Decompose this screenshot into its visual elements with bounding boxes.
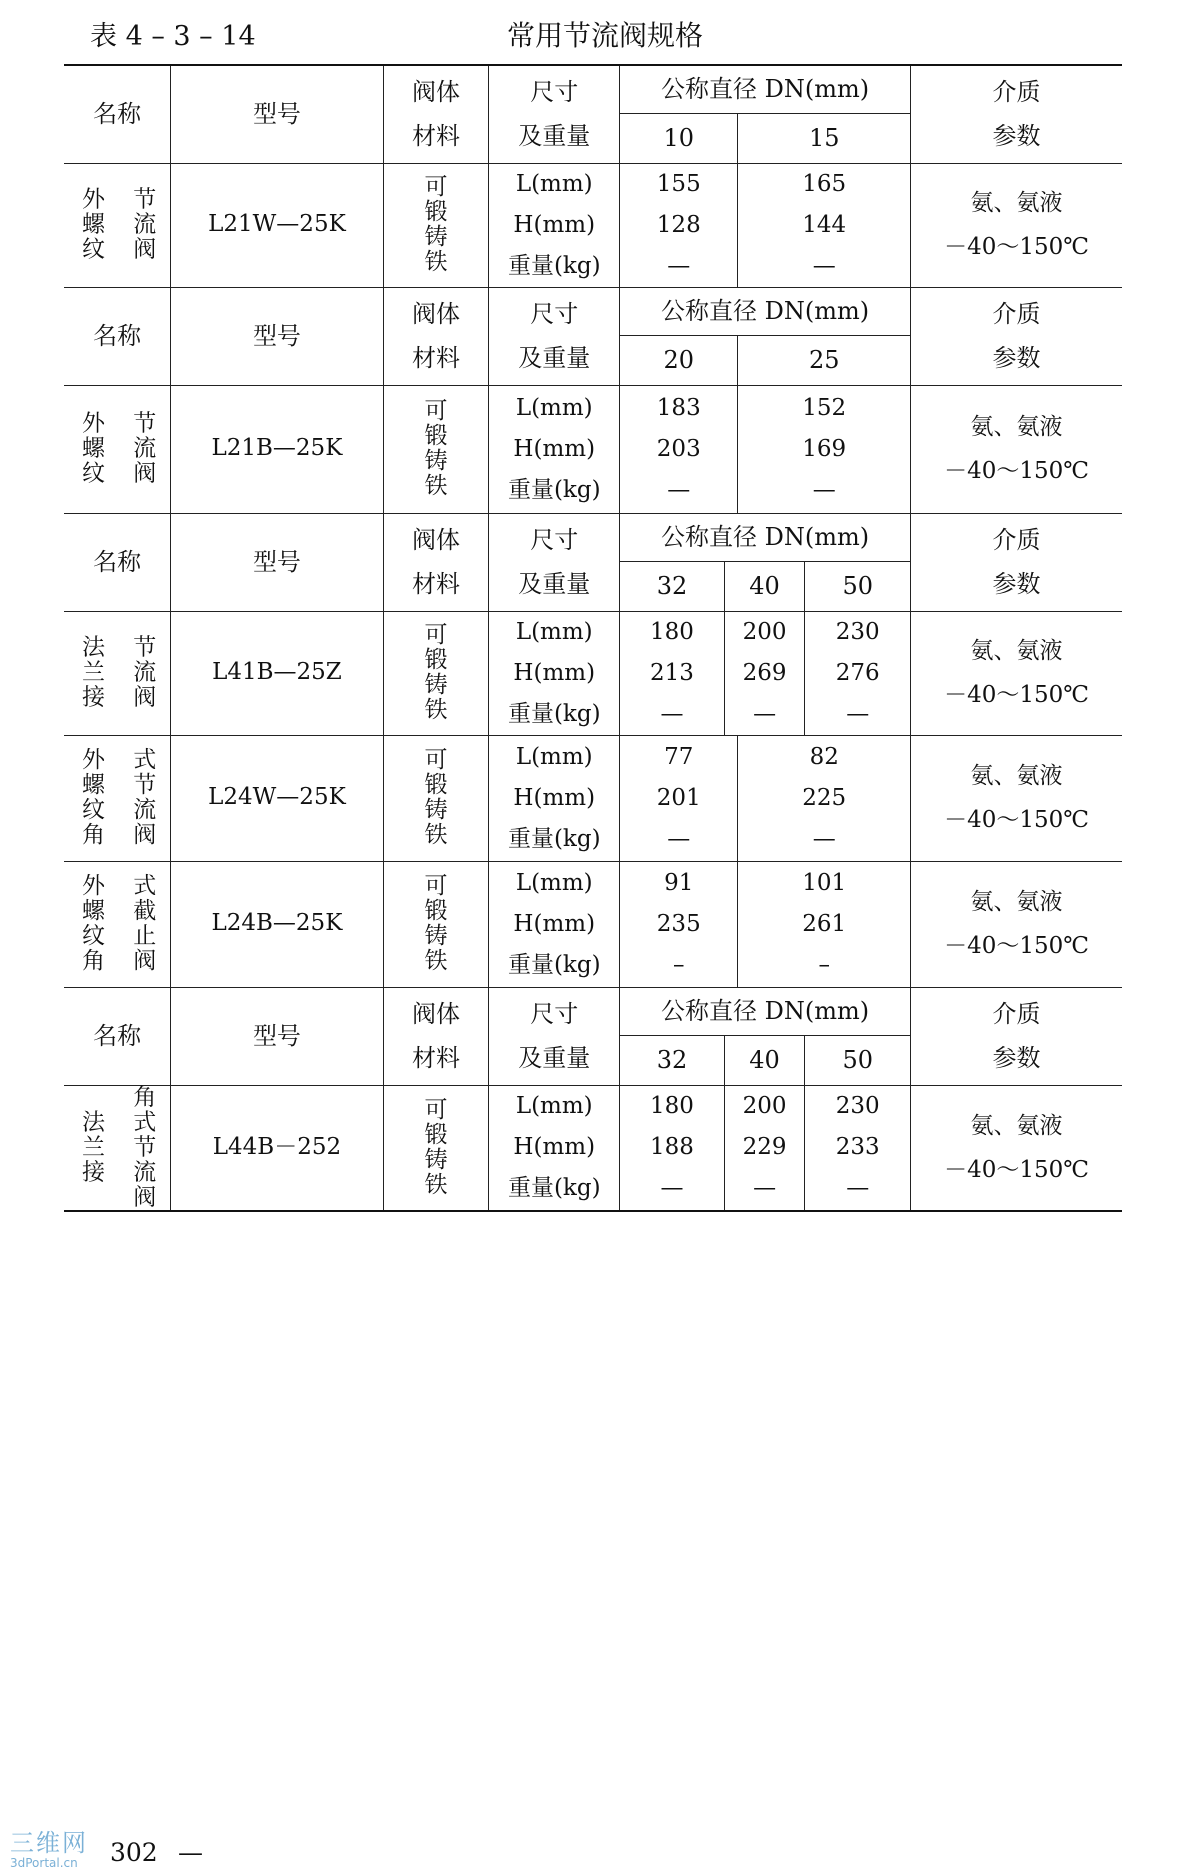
- table-row: [64, 163, 1122, 287]
- header-dn: 公称直径 DN(mm): [620, 513, 911, 561]
- medium-parameters: 氨、氨液 －40～150℃: [911, 163, 1122, 287]
- dimension-labels: L(mm) H(mm) 重量(kg): [489, 735, 620, 861]
- dn-values: 152 169 —: [738, 385, 911, 513]
- valve-name: 外 螺 纹 节 流 阀: [64, 163, 171, 287]
- header-size: 尺寸 及重量: [489, 987, 620, 1085]
- medium-parameters: 氨、氨液 －40～150℃: [911, 611, 1122, 735]
- logo-url: 3dPortal.cn: [10, 1856, 78, 1870]
- dimension-labels: L(mm) H(mm) 重量(kg): [489, 861, 620, 987]
- header-medium: 介质 参数: [911, 65, 1122, 163]
- valve-name: 外 螺 纹 角 式 节 流 阀: [64, 735, 171, 861]
- page-number: 302: [110, 1838, 158, 1867]
- dn-values: 180 213 —: [620, 611, 725, 735]
- header-name: 名称: [64, 987, 171, 1085]
- dn-values: 200 229 —: [724, 1085, 805, 1211]
- valve-name: 法 兰 接 节 流 阀: [64, 611, 171, 735]
- valve-name: 外 螺 纹 角 式 截 止 阀: [64, 861, 171, 987]
- header-dn: 公称直径 DN(mm): [620, 287, 911, 335]
- dn-value: 10: [620, 113, 738, 163]
- table-row: [64, 1085, 1122, 1211]
- dn-value: 32: [620, 1035, 725, 1085]
- medium-parameters: 氨、氨液 －40～150℃: [911, 735, 1122, 861]
- valve-model: L41B—25Z: [171, 611, 383, 735]
- valve-model: L21W—25K: [171, 163, 383, 287]
- table-number: 表 4 – 3 – 14: [90, 21, 256, 52]
- header-medium: 介质 参数: [911, 987, 1122, 1085]
- header-name: 名称: [64, 287, 171, 385]
- dn-values: 200 269 —: [724, 611, 805, 735]
- header-medium: 介质 参数: [911, 287, 1122, 385]
- logo-text: 三维网: [10, 1829, 88, 1857]
- dn-values: 101 261 –: [738, 861, 911, 987]
- header-material: 阀体 材料: [383, 513, 489, 611]
- header-medium: 介质 参数: [911, 513, 1122, 611]
- valve-model: L44B－252: [171, 1085, 383, 1211]
- section-4-header: [64, 987, 1122, 1035]
- header-size: 尺寸 及重量: [489, 513, 620, 611]
- dimension-labels: L(mm) H(mm) 重量(kg): [489, 385, 620, 513]
- header-size: 尺寸 及重量: [489, 287, 620, 385]
- dn-value: 32: [620, 561, 725, 611]
- dn-values: 91 235 –: [620, 861, 738, 987]
- page-dash: —: [178, 1838, 203, 1867]
- dn-values: 230 276 —: [805, 611, 911, 735]
- dn-value: 20: [620, 335, 738, 385]
- dn-values: 183 203 —: [620, 385, 738, 513]
- valve-material: 可 锻 铸 铁: [383, 611, 489, 735]
- page-footer: [0, 1820, 1192, 1876]
- header-name: 名称: [64, 513, 171, 611]
- table-caption: [90, 14, 1120, 54]
- dimension-labels: L(mm) H(mm) 重量(kg): [489, 611, 620, 735]
- dimension-labels: L(mm) H(mm) 重量(kg): [489, 163, 620, 287]
- dn-value: 50: [805, 1035, 911, 1085]
- dn-value: 25: [738, 335, 911, 385]
- valve-material: 可 锻 铸 铁: [383, 1085, 489, 1211]
- dn-values: 82 225 —: [738, 735, 911, 861]
- header-dn: 公称直径 DN(mm): [620, 987, 911, 1035]
- table-row: [64, 861, 1122, 987]
- site-logo: [10, 1830, 102, 1874]
- medium-parameters: 氨、氨液 －40～150℃: [911, 385, 1122, 513]
- header-model: 型号: [171, 287, 383, 385]
- dn-value: 50: [805, 561, 911, 611]
- throttle-valve-spec-table: [64, 64, 1122, 1212]
- header-model: 型号: [171, 513, 383, 611]
- valve-name: 外 螺 纹 节 流 阀: [64, 385, 171, 513]
- medium-parameters: 氨、氨液 －40～150℃: [911, 1085, 1122, 1211]
- table-row: [64, 611, 1122, 735]
- valve-model: L21B—25K: [171, 385, 383, 513]
- table-row: [64, 385, 1122, 513]
- header-model: 型号: [171, 65, 383, 163]
- dimension-labels: L(mm) H(mm) 重量(kg): [489, 1085, 620, 1211]
- dn-values: 155 128 —: [620, 163, 738, 287]
- valve-model: L24B—25K: [171, 861, 383, 987]
- section-1-header: [64, 65, 1122, 113]
- dn-value: 15: [738, 113, 911, 163]
- dn-value: 40: [724, 1035, 805, 1085]
- section-3-header: [64, 513, 1122, 561]
- valve-material: 可 锻 铸 铁: [383, 163, 489, 287]
- dn-value: 40: [724, 561, 805, 611]
- dn-values: 165 144 —: [738, 163, 911, 287]
- dn-values: 77 201 —: [620, 735, 738, 861]
- dn-values: 230 233 —: [805, 1085, 911, 1211]
- header-material: 阀体 材料: [383, 287, 489, 385]
- valve-material: 可 锻 铸 铁: [383, 861, 489, 987]
- header-material: 阀体 材料: [383, 987, 489, 1085]
- header-dn: 公称直径 DN(mm): [620, 65, 911, 113]
- valve-material: 可 锻 铸 铁: [383, 385, 489, 513]
- header-material: 阀体 材料: [383, 65, 489, 163]
- section-2-header: [64, 287, 1122, 335]
- valve-model: L24W—25K: [171, 735, 383, 861]
- table-row: [64, 735, 1122, 861]
- table-title: 常用节流阀规格: [506, 19, 703, 52]
- header-size: 尺寸 及重量: [489, 65, 620, 163]
- header-model: 型号: [171, 987, 383, 1085]
- valve-name: 法 兰 接 角 式 节 流 阀: [64, 1085, 171, 1211]
- dn-values: 180 188 —: [620, 1085, 725, 1211]
- medium-parameters: 氨、氨液 －40～150℃: [911, 861, 1122, 987]
- header-name: 名称: [64, 65, 171, 163]
- valve-material: 可 锻 铸 铁: [383, 735, 489, 861]
